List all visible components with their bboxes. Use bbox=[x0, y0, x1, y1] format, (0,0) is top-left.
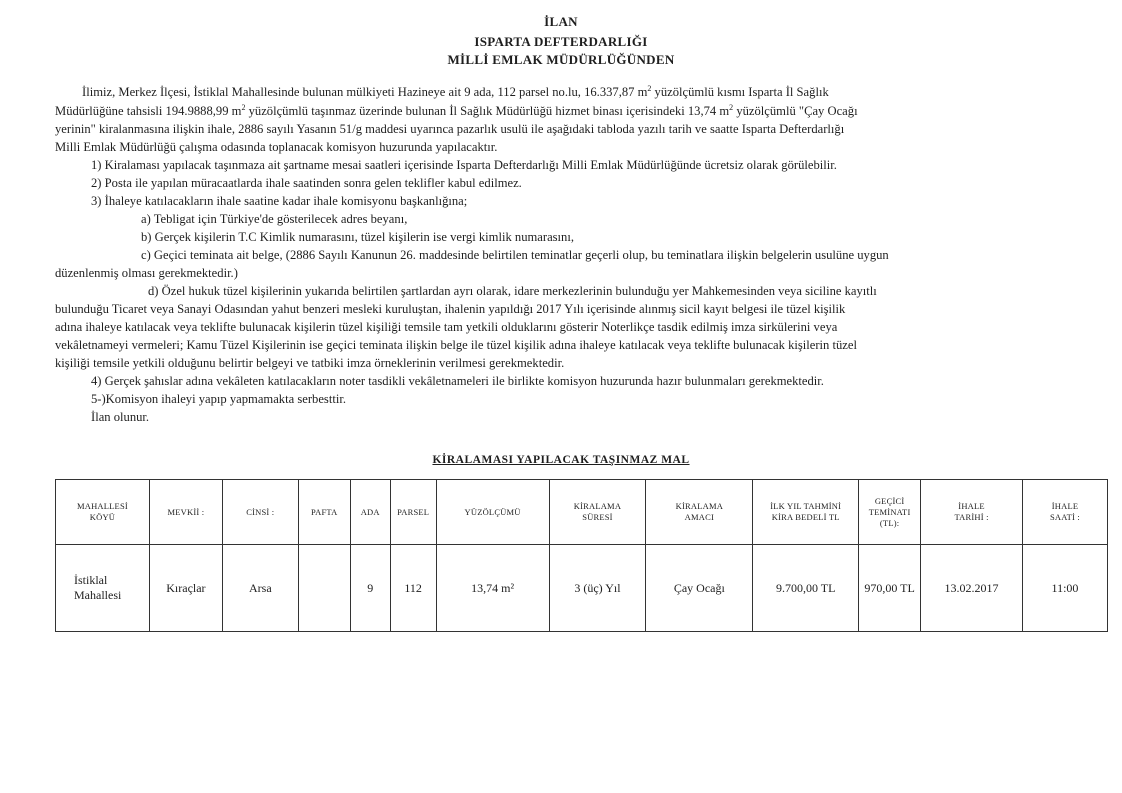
body-line: İlimiz, Merkez İlçesi, İstiklal Mahallesinde bulunan mülkiyeti Hazineye ait 9 ada, 112 parsel no.lu, 16.337,87 $m^2$ yüzölçümlü kısmı Isparta İl Sağlık bbox=[82, 83, 829, 99]
body-line: 2) Posta ile yapılan müracaatlarda ihale saatinden sonra gelen teklifler kabul edilmez. bbox=[91, 176, 522, 190]
body-line: Milli Emlak Müdürlüğü çalışma odasında toplanacak komisyon huzurunda yapılacaktır. bbox=[55, 140, 498, 154]
col-header-kiralama-amaci: KİRALAMA AMACI bbox=[646, 480, 753, 545]
body-line: düzenlenmiş olması gerekmektedir.) bbox=[55, 266, 238, 280]
col-header-gecici-teminat: GEÇİCİ TEMİNATI (TL): bbox=[859, 480, 921, 545]
col-header-kira-bedeli: İLK YIL TAHMİNİ KİRA BEDELİ TL bbox=[753, 480, 859, 545]
cell-mahalle: İstiklal Mahallesi bbox=[56, 545, 150, 632]
body-line: 1) Kiralaması yapılacak taşınmaza ait şartname mesai saatleri içerisinde Isparta Defterdarlığı Milli Emlak Müdürlüğünde ücretsiz olarak görülebilir. bbox=[91, 158, 837, 172]
col-header-pafta: PAFTA bbox=[298, 480, 350, 545]
closing-line: İlan olunur. bbox=[91, 410, 150, 424]
notice-heading: İLAN bbox=[544, 14, 578, 29]
col-header-mevkii: MEVKİİ : bbox=[149, 480, 222, 545]
cell-kira-bedeli: 9.700,00 TL bbox=[753, 545, 859, 632]
body-line: bulunduğu Ticaret veya Sanayi Odasından yahut benzeri mesleki kuruluştan, ihalenin yapıldığı 2017 Yılı içerisinde alınmış sicil kayıt belgesi ile tüzel kişilik bbox=[55, 302, 846, 316]
body-line: 3) İhaleye katılacakların ihale saatine kadar ihale komisyonu başkanlığına; bbox=[91, 194, 468, 208]
body-line: 4) Gerçek şahıslar adına vekâleten katılacakların noter tasdikli vekâletnameleri ile birlikte komisyon huzurunda hazır bulunmaları gerekmektedir. bbox=[91, 374, 824, 388]
cell-ada: 9 bbox=[350, 545, 390, 632]
cell-parsel: 112 bbox=[390, 545, 436, 632]
cell-gecici-teminat: 970,00 TL bbox=[859, 545, 921, 632]
table-header-row bbox=[56, 480, 1108, 545]
body-line: c) Geçici teminata ait belge, (2886 Sayılı Kanunun 26. maddesinde belirtilen teminatlar geçerli olup, bu teminatlara ilişkin belgelerin usulüne uygun bbox=[141, 248, 889, 262]
col-header-mahalle: MAHALLESİ KÖYÜ bbox=[56, 480, 150, 545]
body-line: vekâletnameyi vermeleri; Kamu Tüzel Kişilerinin ise geçici teminata ilişkin belge ile tüzel kişilik adına ihaleye katılacak veya teklifte bulunacak kişilerin tüzel bbox=[55, 338, 857, 352]
body-line: a) Tebligat için Türkiye'de gösterilecek adres beyanı, bbox=[141, 212, 408, 226]
table-title: KİRALAMASI YAPILACAK TAŞINMAZ MAL bbox=[432, 454, 690, 466]
cell-ihale-saati: 11:00 bbox=[1023, 545, 1108, 632]
body-line: adına ihaleye katılacak veya teklifte bulunacak kişilerin tüzel kişiliği temsile tam yetkili olduklarını gösterir Noterlikçe tasdik edilmiş imza sirkülerini veya bbox=[55, 320, 838, 334]
cell-kiralama-amaci: Çay Ocağı bbox=[646, 545, 753, 632]
cell-pafta bbox=[298, 545, 350, 632]
body-line: yerinin" kiralanmasına ilişkin ihale, 2886 sayılı Yasanın 51/g maddesi uyarınca pazarlık usulü ile aşağıdaki tabloda yazılı tarih ve saatte Isparta Defterdarlığı bbox=[55, 122, 845, 136]
body-line: b) Gerçek kişilerin T.C Kimlik numarasını, tüzel kişilerin ise vergi kimlik numarasını, bbox=[141, 230, 575, 244]
col-header-ada: ADA bbox=[350, 480, 390, 545]
cell-yuzolcumu: 13,74 m² bbox=[436, 545, 549, 632]
property-table bbox=[55, 479, 1108, 632]
col-header-cinsi: CİNSİ : bbox=[222, 480, 298, 545]
cell-kiralama-suresi: 3 (üç) Yıl bbox=[549, 545, 646, 632]
col-header-parsel: PARSEL bbox=[390, 480, 436, 545]
body-line: 5-)Komisyon ihaleyi yapıp yapmamakta serbesttir. bbox=[91, 392, 346, 406]
table-row bbox=[56, 545, 1108, 632]
col-header-yuzolcumu: YÜZÖLÇÜMÜ bbox=[436, 480, 549, 545]
cell-mevkii: Kıraçlar bbox=[149, 545, 222, 632]
col-header-ihale-saati: İHALE SAATİ : bbox=[1023, 480, 1108, 545]
authority-name: ISPARTA DEFTERDARLIĞI bbox=[474, 34, 648, 49]
cell-ihale-tarihi: 13.02.2017 bbox=[921, 545, 1023, 632]
body-line: Müdürlüğüne tahsisli 194.9888,99 $m^2$ yüzölçümlü taşınmaz üzerinde bulunan İl Sağlık Müdürlüğü hizmet binası içerisindeki 13,74 $m^2$ yüzölçümlü "Çay Ocağı bbox=[55, 102, 858, 118]
col-header-ihale-tarihi: İHALE TARİHİ : bbox=[921, 480, 1023, 545]
body-line: kişiliği temsile yetkili olduğunu belirtir belgeyi ve tatbiki imza örneklerinin verilmesi gerekmektedir. bbox=[55, 356, 565, 370]
cell-cinsi: Arsa bbox=[222, 545, 298, 632]
col-header-kiralama-suresi: KİRALAMA SÜRESİ bbox=[549, 480, 646, 545]
department-name: MİLLİ EMLAK MÜDÜRLÜĞÜNDEN bbox=[447, 52, 675, 67]
body-line: d) Özel hukuk tüzel kişilerinin yukarıda belirtilen şartlardan ayrı olarak, idare merkezlerinin bulunduğu yer Mahkemesinden veya siciline kayıtlı bbox=[148, 284, 877, 298]
